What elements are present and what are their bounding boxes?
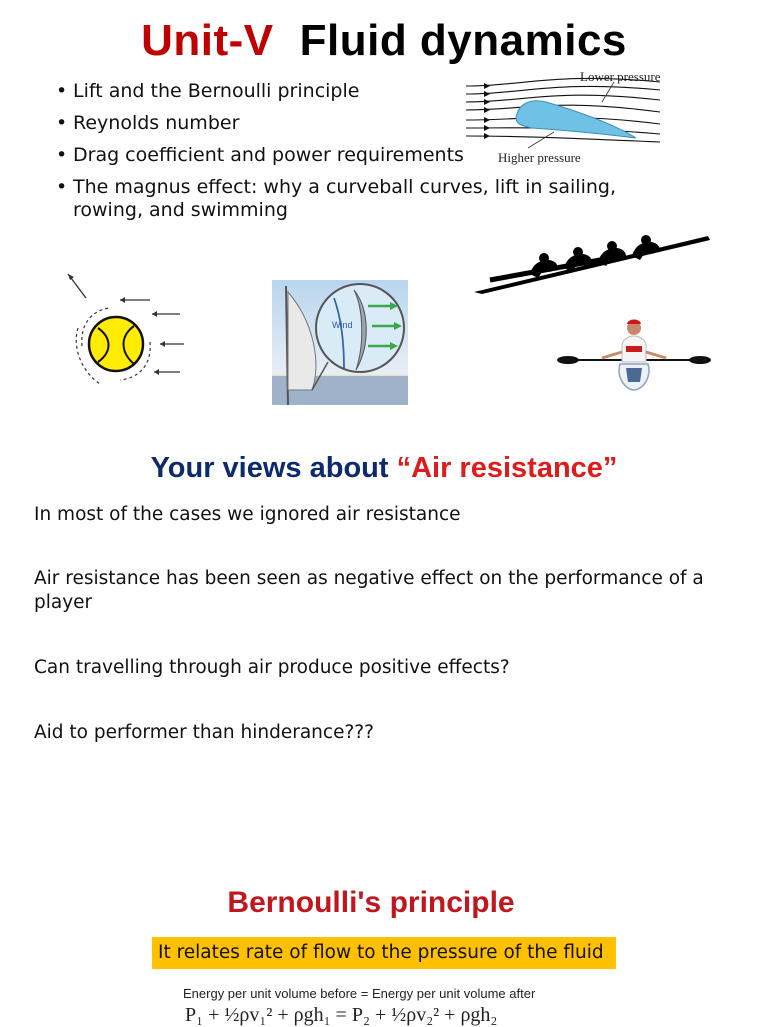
airfoil-diagram xyxy=(464,68,674,168)
list-item: • Drag coefficient and power requirements xyxy=(56,144,616,167)
sail-lift-diagram xyxy=(272,280,408,405)
paragraph: In most of the cases we ignored air resistance xyxy=(34,504,461,525)
paragraph: Can travelling through air produce positive effects? xyxy=(34,657,510,678)
paragraph: Aid to performer than hinderance??? xyxy=(34,722,374,743)
energy-caption: Energy per unit volume before = Energy per unit volume after xyxy=(183,986,536,1001)
wind-label: Wind xyxy=(332,320,353,330)
views-title-highlight: “Air resistance” xyxy=(396,452,618,484)
paragraph: Air resistance has been seen as negative effect on the performance of a player xyxy=(34,568,704,613)
list-item: • The magnus effect: why a curveball curves, lift in sailing, rowing, and swimming xyxy=(56,176,616,222)
rowing-shell-image xyxy=(472,230,712,300)
bernoulli-equation: P₁ + ½ρv₁² + ρgh₁ = P₂ + ½ρv₂² + ρgh₂ xyxy=(185,1004,498,1026)
list-item: • Reynolds number xyxy=(56,112,616,135)
rower-image xyxy=(556,312,712,392)
section-title-air-resistance xyxy=(0,452,768,485)
tennis-ball-magnus-diagram xyxy=(60,268,190,398)
section-title-bernoulli: Bernoulli's principle xyxy=(227,886,515,919)
title-unit: Unit-V xyxy=(141,16,274,65)
title-main: Fluid dynamics xyxy=(299,16,627,65)
views-title-prefix: Your views about xyxy=(150,452,397,484)
list-item: • Lift and the Bernoulli principle xyxy=(56,80,616,103)
lower-pressure-label: Lower pressure xyxy=(580,69,661,84)
highlight-box: It relates rate of flow to the pressure of the fluid xyxy=(152,937,616,969)
page-title xyxy=(0,16,768,66)
higher-pressure-label: Higher pressure xyxy=(498,150,581,165)
